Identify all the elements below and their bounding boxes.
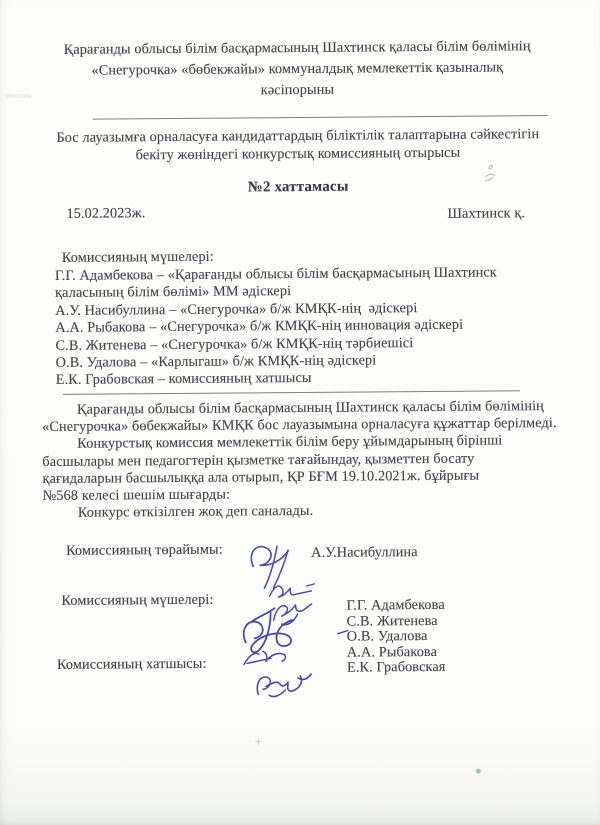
signatory-name: А.А. Рыбакова [346,643,438,661]
list-item: Г.Г. Адамбекова – «Қарағанды облысы білім басқармасының Шахтинск қаласының білім бөлімі» ММ әдіскері [54,264,501,302]
commission-members-list [55,264,559,390]
member-signature [269,584,314,597]
list-item: С.В. Житенева – «Снегурочка» б/ж КМҚК-нің тәрбиешісі [55,334,414,354]
chairman-signature [251,546,288,588]
chairman-label: Комиссияның төрайымы: [66,541,223,559]
member-signature [274,604,312,625]
scan-speck-dot [476,769,481,774]
document-date: 15.02.2023ж. [66,205,146,222]
list-item: О.В. Удалова – «Карлыгаш» б/ж КМҚК-нің әдіскері [55,352,377,371]
meeting-title-line: Бос лауазымға орналасуға кандидаттардың біліктілік талаптарына сәйкестігін [56,126,540,146]
member-signature [244,651,286,664]
scan-speck-mark: + [254,737,263,748]
body-line: Конкурстық комиссия мемлекеттік білім беру ұйымдарының бірінші [77,432,503,453]
signatory-name: С.В. Житенева [346,612,438,630]
organization-name-line: Қарағанды облысы білім басқармасының Шахтинск қаласы білім бөлімінің [63,38,531,58]
signatory-name: Г.Г. Адамбекова [346,596,445,614]
body-line: «Снегурочка» бөбекжайы» КМҚК бос лауазымына орналасуға құжаттар берілмеді. [42,415,557,436]
list-item: А.А. Рыбакова – «Снегурочка» б/ж КМҚК-нің инновация әдіскері [55,316,464,337]
organization-name [55,36,539,103]
members-label: Комиссияның мүшелері: [61,591,214,609]
body-line: Қарағанды облысы білім басқармасының Шахтинск қаласы білім бөлімінің [76,398,544,418]
body-line: қағидаларын басшылыққа ала отырып, ҚР БҒМ 19.10.2021ж. бұйрығы [42,467,480,487]
list-item: Е.К. Грабовская – комиссияның хатшысы [55,370,312,389]
meeting-title-line: бекіту жөніндегі конкурстық комиссияның отырысы [135,144,461,163]
secretary-label: Комиссияның хатшысы: [56,655,207,673]
commission-members-heading: Комиссияның мүшелері: [61,248,214,266]
scan-streak [5,94,31,98]
body-line: №568 келесі шешім шығарды: [42,486,231,505]
document-city: Шахтинск қ. [447,205,526,222]
secretary-signature [257,674,311,697]
handwritten-signatures [229,530,362,709]
section-divider-line [63,390,520,395]
body-line: Конкурс өткізілген жоқ деп саналады. [77,503,314,521]
scan-smudge-mark [482,162,498,186]
organization-name-line: «Снегурочка» «бөбекжайы» коммуналдық мемлекеттік қазыналық [91,59,504,79]
protocol-number-title: №2 хаттамасы [247,178,349,196]
signatory-name: О.В. Удалова [346,628,428,645]
signatory-name: Е.К. Грабовская [346,659,446,677]
resolution-body [42,398,576,523]
list-item: А.У. Насибуллина – «Снегурочка» б/ж КМҚК-нің әдіскері [55,299,418,319]
chairman-name: А.У.Насибуллина [311,544,418,561]
body-line: басшылары мен педагогтерін қызметке тағайындау, қызметтен босату [42,450,475,470]
member-signature [243,608,347,653]
header-divider-line [93,115,548,120]
meeting-title [40,126,556,165]
organization-name-line: кәсіпорыны [260,81,335,99]
